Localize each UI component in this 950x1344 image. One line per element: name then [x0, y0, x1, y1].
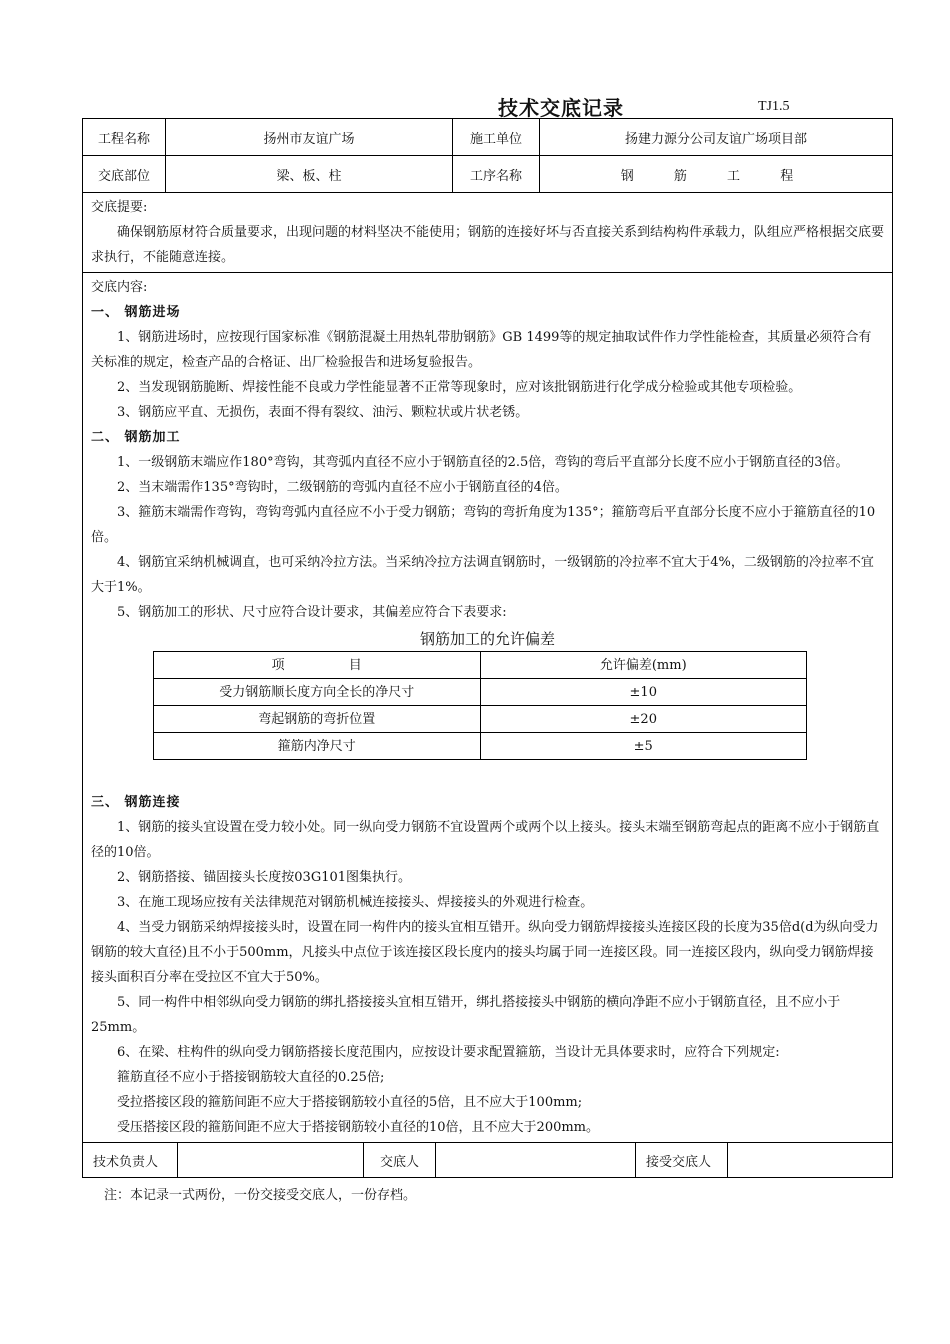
section-3-p2: 2、钢筋搭接、锚固接头长度按03G101图集执行。	[117, 870, 412, 885]
summary-label: 交底提要:	[91, 200, 148, 215]
section-3-p6: 6、在梁、柱构件的纵向受力钢筋搭接长度范围内，应按设计要求配置箍筋，当设计无具体要求时，应符合下列规定:	[117, 1045, 780, 1060]
deviation-table	[153, 651, 807, 760]
deviation-table-title: 钢筋加工的允许偏差	[419, 630, 555, 648]
section-1-p2: 2、当发现钢筋脆断、焊接性能不良或力学性能显著不正常等现象时，应对该批钢筋进行化学成分检验或其他专项检验。	[117, 380, 802, 395]
project-value: 扬州市友谊广场	[166, 119, 453, 155]
signature-row	[83, 1143, 892, 1177]
page-title: 技术交底记录	[498, 96, 624, 120]
section-3-heading: 三、 钢筋连接	[91, 795, 181, 810]
content-section	[83, 273, 892, 1143]
table-row	[154, 733, 807, 760]
builder-value: 扬建力源分公司友谊广场项目部	[624, 131, 807, 147]
section-2-p2: 2、当末端需作135°弯钩时，二级钢筋的弯弧内直径不应小于钢筋直径的4倍。	[117, 480, 568, 495]
section-1-p1: 1、钢筋进场时，应按现行国家标准《钢筋混凝土用热轧带肋钢筋》GB 1499等的规定抽取试件作力学性能检查，其质量必须符合有关标准的规定，检查产品的合格证、出厂检验报告和进场复验报告。	[91, 330, 872, 370]
section-2-p4: 4、钢筋宜采纳机械调直，也可采纳冷拉方法。当采纳冷拉方法调直钢筋时，一级钢筋的冷拉率不宜大于4%，二级钢筋的冷拉率不宜大于1%。	[91, 555, 874, 595]
section-1-p3: 3、钢筋应平直、无损伤，表面不得有裂纹、油污、颗粒状或片状老锈。	[117, 405, 529, 420]
table-row	[154, 706, 807, 733]
section-3-p5: 5、同一构件中相邻纵向受力钢筋的绑扎搭接接头宜相互错开，绑扎搭接接头中钢筋的横向净距不应小于钢筋直径，且不应小于25mm。	[91, 995, 841, 1035]
table-cell-item: 弯起钢筋的弯折位置	[154, 706, 481, 733]
section-1-heading: 一、 钢筋进场	[91, 305, 181, 320]
table-row	[154, 679, 807, 706]
table-cell-value: ±10	[480, 679, 807, 706]
form-code: TJ1.5	[758, 99, 790, 114]
discloser-label: 交底人	[364, 1143, 436, 1177]
tech-lead-signature-field[interactable]	[178, 1143, 364, 1177]
process-label: 工序名称	[453, 156, 540, 192]
part-label: 交底部位	[83, 156, 166, 192]
builder-label: 施工单位	[453, 119, 540, 155]
table-cell-value: ±20	[480, 706, 807, 733]
process-value: 钢 筋 工 程	[620, 168, 812, 184]
table-cell-item: 箍筋内净尺寸	[154, 733, 481, 760]
info-row-2	[83, 156, 892, 193]
section-2-p5: 5、钢筋加工的形状、尺寸应符合设计要求，其偏差应符合下表要求:	[117, 605, 507, 620]
info-row-1	[83, 119, 892, 156]
discloser-signature-field[interactable]	[436, 1143, 636, 1177]
section-2-p1: 1、一级钢筋末端应作180°弯钩，其弯弧内直径不应小于钢筋直径的2.5倍，弯钩的弯后平直部分长度不应小于钢筋直径的3倍。	[117, 455, 849, 470]
section-3-p9: 受压搭接区段的箍筋间距不应大于搭接钢筋较小直径的10倍，且不应大于200mm。	[117, 1120, 600, 1135]
table-header-value: 允许偏差(mm)	[480, 652, 807, 679]
content-label: 交底内容:	[91, 280, 148, 295]
section-2-p3: 3、箍筋末端需作弯钩，弯钩弯弧内直径应不小于受力钢筋；弯钩的弯折角度为135°；箍筋弯后平直部分长度不应小于箍筋直径的10倍。	[91, 505, 876, 545]
project-label: 工程名称	[83, 119, 166, 155]
receiver-label: 接受交底人	[636, 1143, 728, 1177]
table-header-item: 项 目	[154, 652, 481, 679]
summary-section	[83, 193, 892, 273]
part-value: 梁、板、柱	[166, 156, 453, 192]
section-2-heading: 二、 钢筋加工	[91, 430, 181, 445]
table-header-row	[154, 652, 807, 679]
section-3-p4: 4、当受力钢筋采纳焊接接头时，设置在同一构件内的接头宜相互错开。纵向受力钢筋焊接接头连接区段的长度为35倍d(d为纵向受力钢筋的较大直径)且不小于500mm，凡接头中点位于该连接区段长度内的接头均属于同一连接区段。同一连接区段内，纵向受力钢筋焊接接头面积百分率在受拉区不宜大于50%。	[91, 920, 879, 985]
tech-lead-label: 技术负责人	[83, 1143, 178, 1177]
section-3-p8: 受拉搭接区段的箍筋间距不应大于搭接钢筋较小直径的5倍，且不应大于100mm;	[117, 1095, 583, 1110]
summary-text: 确保钢筋原材符合质量要求，出现问题的材料坚决不能使用；钢筋的连接好坏与否直接关系到结构构件承载力，队组应严格根据交底要求执行，不能随意连接。	[91, 225, 885, 265]
table-cell-value: ±5	[480, 733, 807, 760]
section-3-p3: 3、在施工现场应按有关法律规范对钢筋机械连接接头、焊接接头的外观进行检查。	[117, 895, 594, 910]
section-3-p1: 1、钢筋的接头宜设置在受力较小处。同一纵向受力钢筋不宜设置两个或两个以上接头。接头末端至钢筋弯起点的距离不应小于钢筋直径的10倍。	[91, 820, 880, 860]
table-cell-item: 受力钢筋顺长度方向全长的净尺寸	[154, 679, 481, 706]
footnote: 注：本记录一式两份，一份交接受交底人，一份存档。	[104, 1188, 417, 1203]
section-3-p7: 箍筋直径不应小于搭接钢筋较大直径的0.25倍;	[117, 1070, 385, 1085]
receiver-signature-field[interactable]	[728, 1143, 892, 1177]
record-form	[82, 118, 893, 1178]
